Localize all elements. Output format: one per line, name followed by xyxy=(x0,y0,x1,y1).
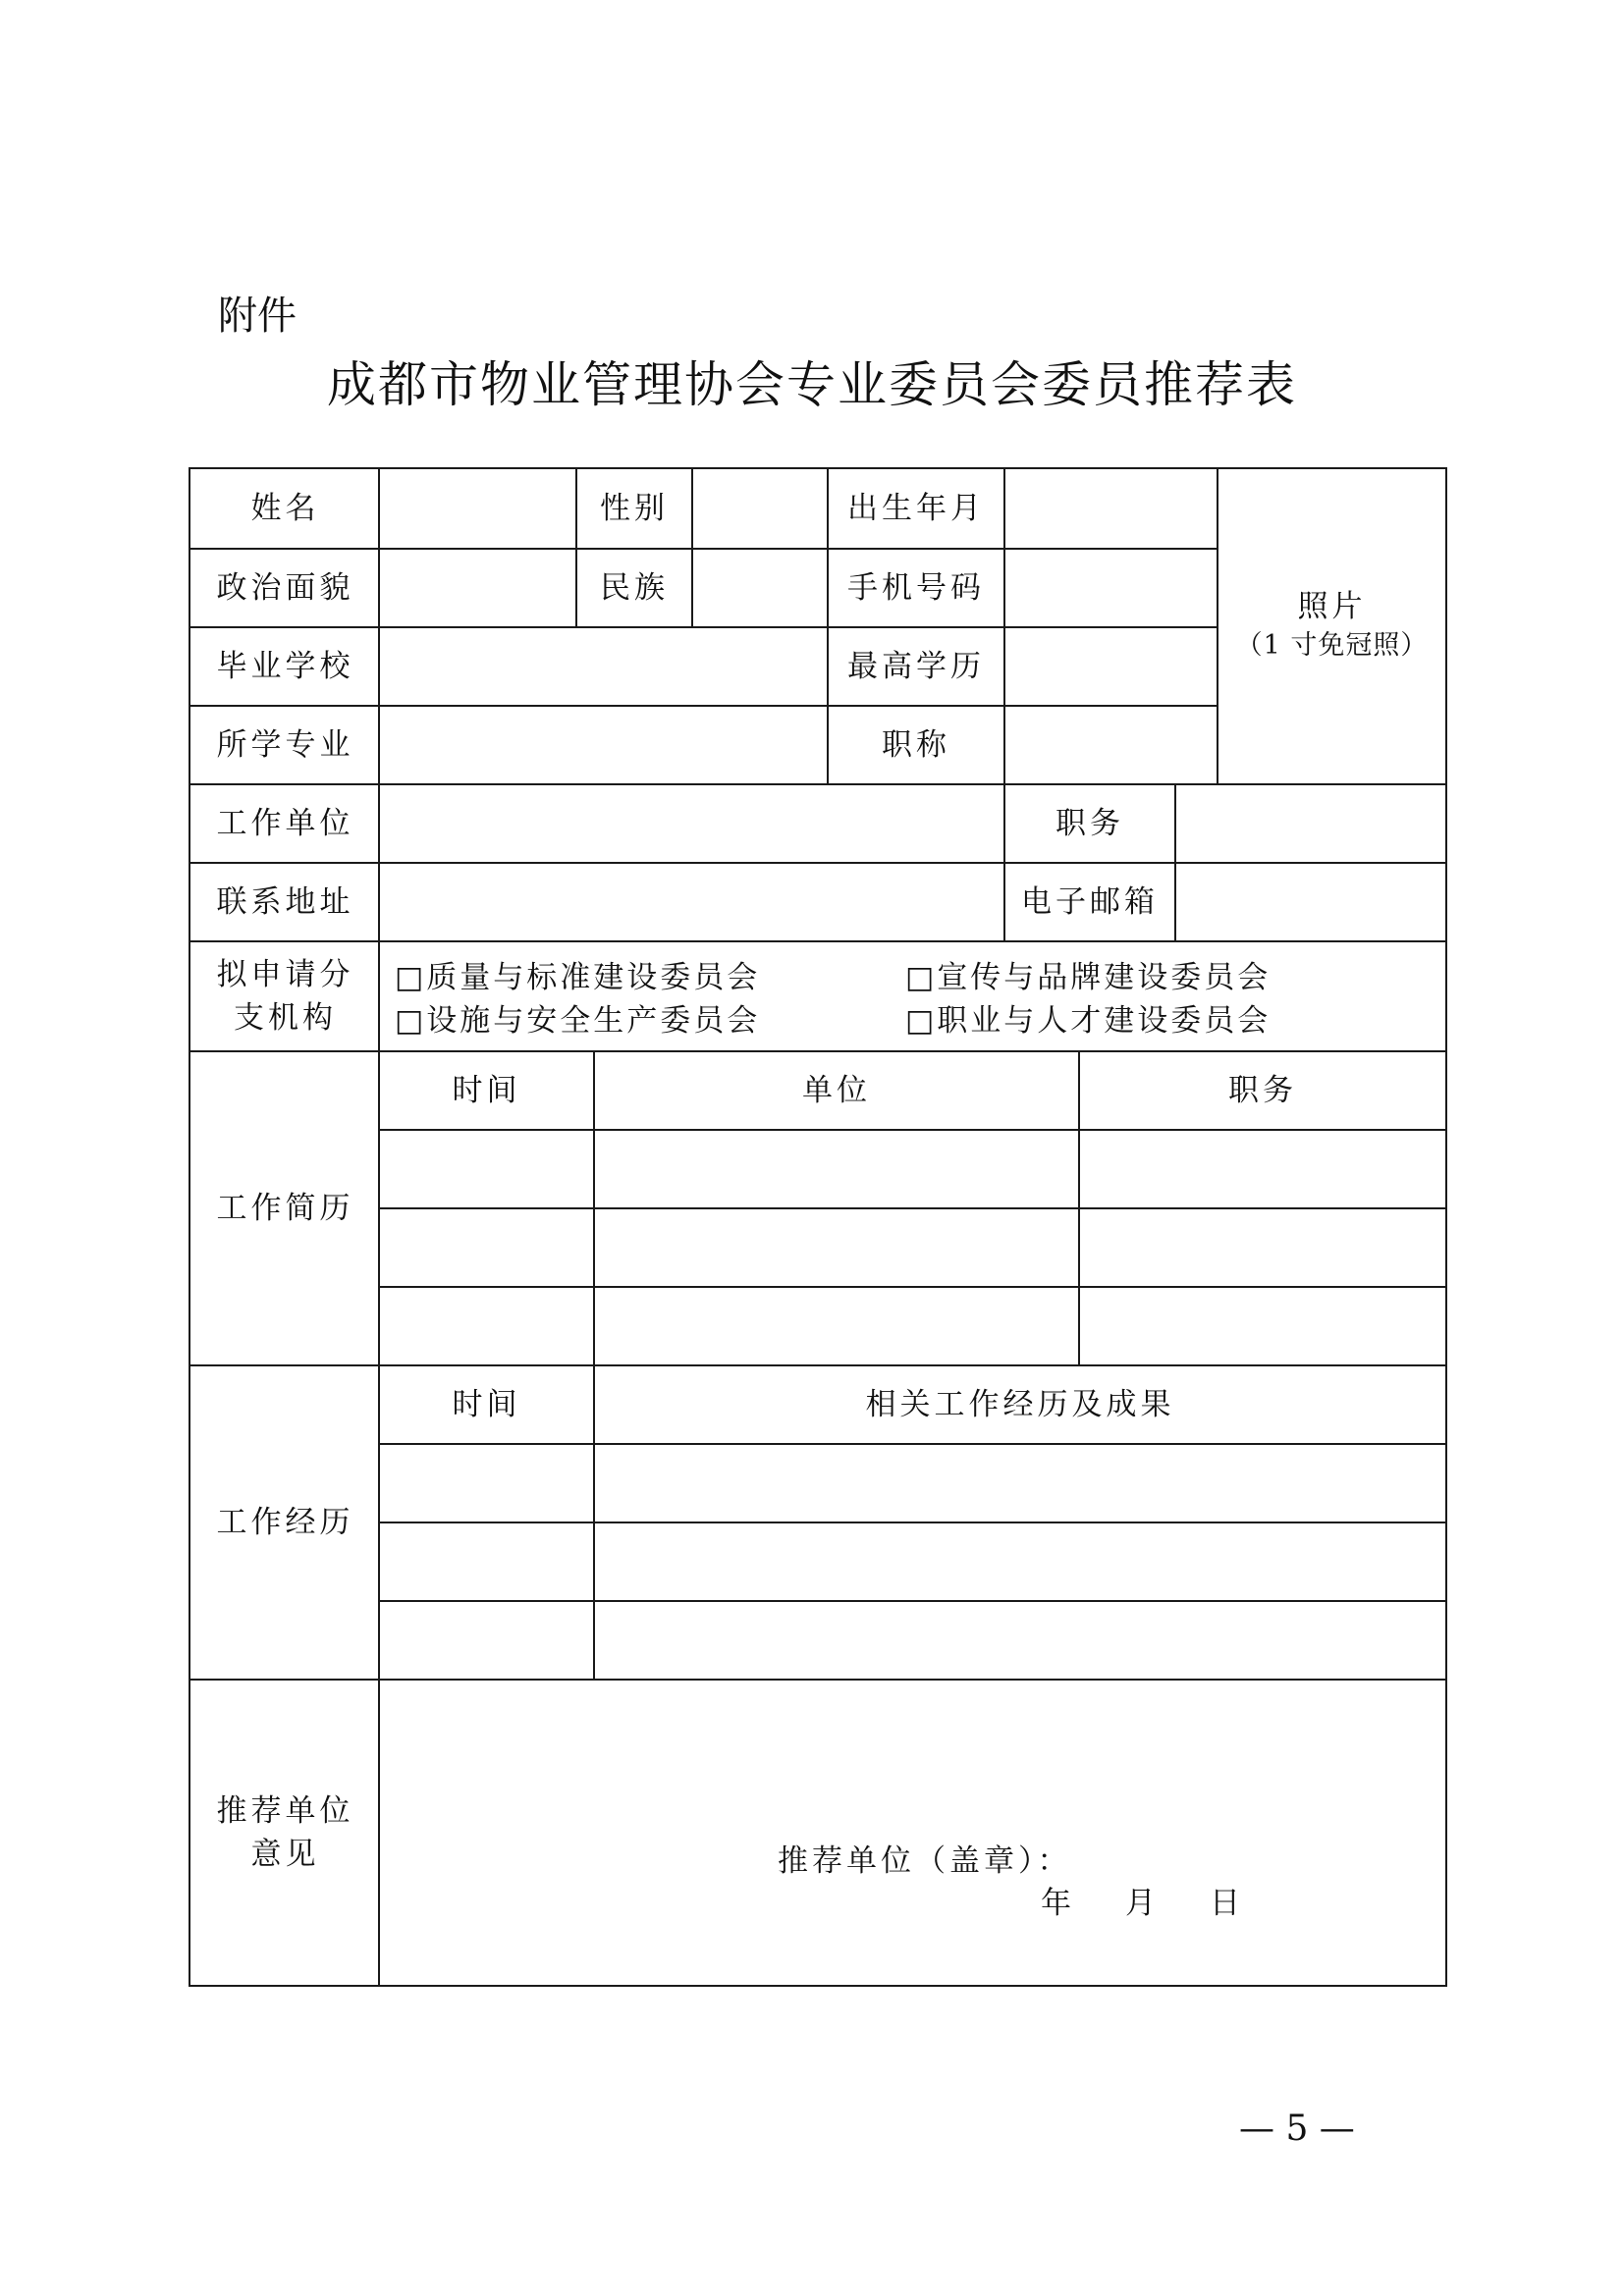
email-input[interactable] xyxy=(1176,864,1445,940)
resume-header-time: 时间 xyxy=(452,1073,521,1108)
label-email: 电子邮箱 xyxy=(1021,884,1159,920)
date-year: 年 xyxy=(1041,1886,1071,1921)
label-recommend xyxy=(190,1681,380,1985)
label-school: 毕业学校 xyxy=(216,649,354,684)
experience-header-time: 时间 xyxy=(452,1387,521,1422)
label-recommend-line2: 意见 xyxy=(250,1837,320,1872)
label-address: 联系地址 xyxy=(216,884,354,920)
label-birth: 出生年月 xyxy=(847,491,985,526)
label-branch xyxy=(190,942,380,1050)
page-number: — 5 — xyxy=(1239,2109,1355,2149)
education-input[interactable] xyxy=(1005,628,1217,705)
gender-input[interactable] xyxy=(693,469,827,548)
label-ethnicity: 民族 xyxy=(600,570,669,606)
seal-label: 推荐单位（盖章）： xyxy=(778,1843,1072,1879)
phone-input[interactable] xyxy=(1005,550,1217,626)
resume-header-unit: 单位 xyxy=(802,1073,871,1108)
branch-option-quality[interactable]: □质量与标准建设委员会 xyxy=(395,959,761,995)
label-title: 职称 xyxy=(882,727,950,763)
date-day: 日 xyxy=(1210,1886,1240,1921)
birth-input[interactable] xyxy=(1005,469,1217,548)
politics-input[interactable] xyxy=(380,550,575,626)
label-phone: 手机号码 xyxy=(847,570,985,606)
label-name: 姓名 xyxy=(250,491,320,526)
experience-header-achievements: 相关工作经历及成果 xyxy=(865,1387,1175,1422)
major-input[interactable] xyxy=(380,707,827,783)
ethnicity-input[interactable] xyxy=(693,550,827,626)
label-position: 职务 xyxy=(1056,806,1124,841)
name-input[interactable] xyxy=(380,469,575,548)
label-education: 最高学历 xyxy=(847,649,985,684)
branch-option-safety[interactable]: □设施与安全生产委员会 xyxy=(395,1002,761,1039)
title-input[interactable] xyxy=(1005,707,1217,783)
label-politics: 政治面貌 xyxy=(216,570,354,606)
school-input[interactable] xyxy=(380,628,827,705)
position-input[interactable] xyxy=(1176,785,1445,862)
form-title: 成都市物业管理协会专业委员会委员推荐表 xyxy=(327,356,1297,413)
label-experience: 工作经历 xyxy=(216,1505,354,1540)
date-month: 月 xyxy=(1125,1886,1156,1921)
branch-option-brand[interactable]: □宣传与品牌建设委员会 xyxy=(905,959,1272,995)
label-branch-line2: 支机构 xyxy=(234,1000,337,1036)
label-gender: 性别 xyxy=(600,491,669,526)
photo-label: 照片 xyxy=(1297,589,1367,624)
branch-option-talent[interactable]: □职业与人才建设委员会 xyxy=(905,1002,1272,1039)
address-input[interactable] xyxy=(380,864,1003,940)
recommendation-form xyxy=(189,467,1447,1987)
label-recommend-line1: 推荐单位 xyxy=(216,1793,354,1829)
label-employer: 工作单位 xyxy=(216,806,354,841)
employer-input[interactable] xyxy=(380,785,1003,862)
photo-area[interactable] xyxy=(1218,469,1445,783)
resume-header-position: 职务 xyxy=(1228,1073,1297,1108)
label-branch-line1: 拟申请分 xyxy=(216,957,354,992)
label-resume: 工作简历 xyxy=(216,1191,354,1226)
label-major: 所学专业 xyxy=(216,727,354,763)
attachment-label: 附件 xyxy=(218,294,297,339)
photo-note: （1 寸免冠照） xyxy=(1235,630,1429,661)
